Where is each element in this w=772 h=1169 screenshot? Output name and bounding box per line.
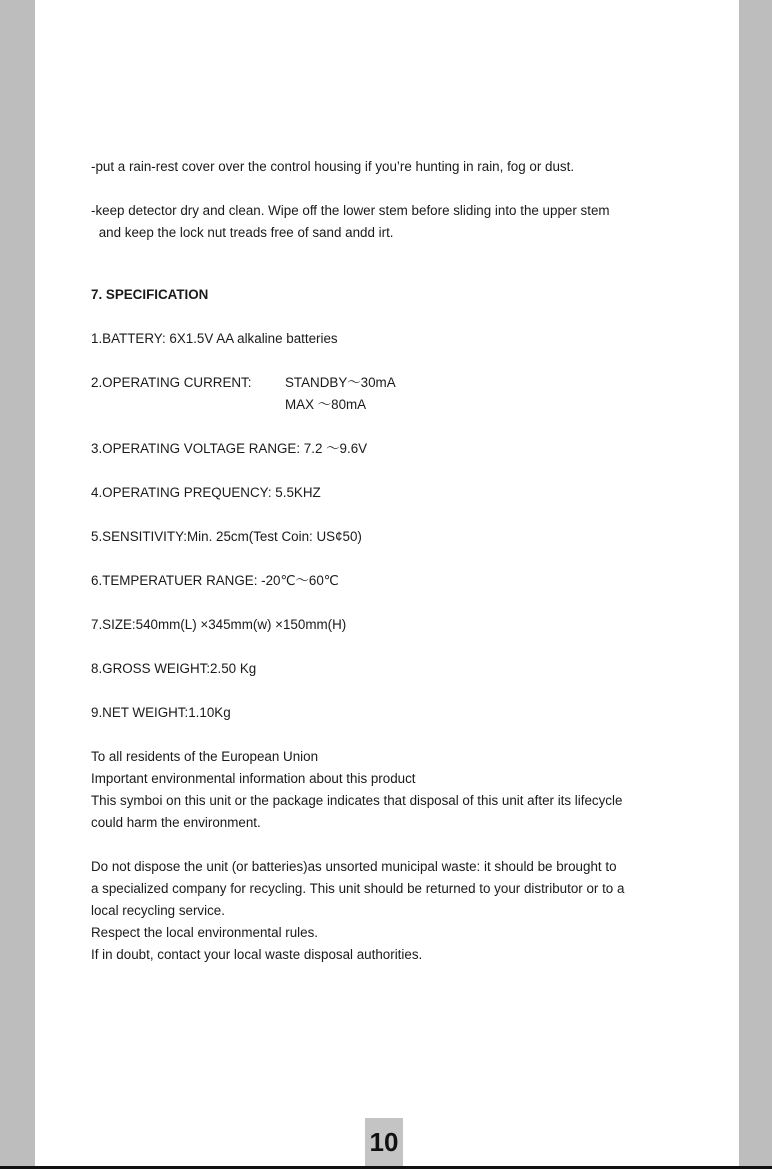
spec-current	[91, 372, 711, 416]
spec-current-standby: STANDBY～30mA	[285, 375, 396, 390]
spec-current-max: MAX ～80mA	[285, 397, 367, 412]
spec-voltage: 3.OPERATING VOLTAGE RANGE: 7.2 ～9.6V	[91, 441, 368, 456]
eu-notice-line: This symboi on this unit or the package indicates that disposal of this unit after its lifecycle	[91, 793, 623, 808]
tip-keep-clean	[91, 200, 711, 222]
eu-notice-line: To all residents of the European Union	[91, 749, 319, 764]
right-margin-band	[739, 0, 772, 1169]
disposal-line: Respect the local environmental rules.	[91, 925, 319, 940]
paragraph-gap	[91, 834, 711, 856]
disposal-line: Do not dispose the unit (or batteries)as unsorted municipal waste: it should be brought to	[91, 859, 617, 874]
disposal-instructions	[91, 856, 711, 966]
page-content	[91, 156, 711, 966]
manual-page	[35, 0, 739, 1166]
page-number: 10	[365, 1118, 403, 1166]
spec-sensitivity: 5.SENSITIVITY:Min. 25cm(Test Coin: US¢50)	[91, 529, 362, 544]
tip-keep-clean-line1: -keep detector dry and clean. Wipe off the lower stem before sliding into the upper stem	[91, 203, 610, 218]
spec-size: 7.SIZE:540mm(L) ×345mm(w) ×150mm(H)	[91, 617, 347, 632]
disposal-line: If in doubt, contact your local waste disposal authorities.	[91, 947, 423, 962]
disposal-line: local recycling service.	[91, 903, 225, 918]
left-margin-band	[0, 0, 35, 1169]
spec-temperature: 6.TEMPERATUER RANGE: -20℃～60℃	[91, 573, 339, 588]
eu-notice	[91, 746, 711, 834]
spec-gross-weight: 8.GROSS WEIGHT:2.50 Kg	[91, 661, 257, 676]
spec-battery: 1.BATTERY: 6X1.5V AA alkaline batteries	[91, 331, 338, 346]
tip-keep-clean-line2: and keep the lock nut treads free of sand andd irt.	[95, 225, 394, 240]
section-title: 7. SPECIFICATION	[91, 287, 209, 302]
spec-current-label: 2.OPERATING CURRENT:	[91, 375, 252, 390]
care-tips	[91, 156, 711, 244]
spec-net-weight: 9.NET WEIGHT:1.10Kg	[91, 705, 231, 720]
disposal-line: a specialized company for recycling. This unit should be returned to your distributor or to a	[91, 881, 625, 896]
tip-rain-cover: -put a rain-rest cover over the control housing if you’re hunting in rain, fog or dust.	[91, 159, 575, 174]
eu-notice-line: could harm the environment.	[91, 815, 261, 830]
spec-frequency: 4.OPERATING PREQUENCY: 5.5KHZ	[91, 485, 321, 500]
eu-notice-line: Important environmental information about this product	[91, 771, 416, 786]
